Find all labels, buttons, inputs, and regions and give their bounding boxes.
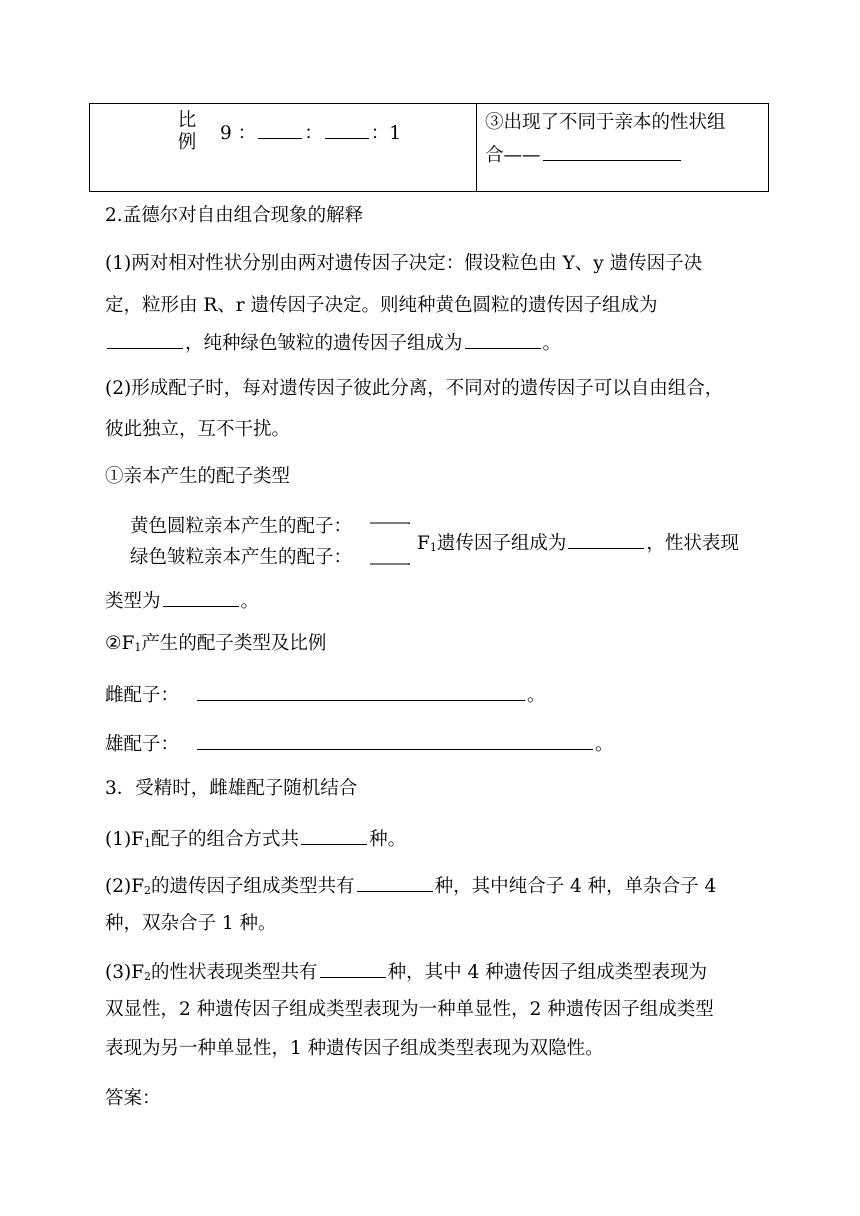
female-gamete-line (105, 682, 546, 708)
ratio-table (89, 103, 769, 192)
sub2-subscript: 1 (134, 641, 142, 654)
q3-line-2: 双显性，2 种遗传因子组成类型表现为一种单显性，2 种遗传因子组成类型 (105, 999, 714, 1020)
f1-letter: F (417, 533, 430, 554)
table-divider (476, 104, 477, 191)
q1-text: 配子的组合方式共 (151, 829, 300, 850)
table-right-cell (485, 106, 765, 172)
period: 。 (527, 685, 546, 706)
ratio-blank-1[interactable] (258, 120, 302, 139)
f1-phenotype-blank[interactable] (163, 588, 239, 607)
p1-line-1: (1)两对相对性状分别由两对遗传因子决定：假设粒色由 Y、y 遗传因子决 (105, 253, 703, 274)
q2-line-2: 种，双杂合子 1 种。 (105, 913, 277, 934)
parent-green-label: 绿色皱粒亲本产生的配子： (130, 547, 353, 568)
genotype-count-blank[interactable] (357, 873, 433, 892)
f1-genotype-line (417, 530, 739, 560)
combination-count-blank[interactable] (301, 826, 367, 845)
q1-end: 种。 (369, 829, 407, 850)
pure-yellow-genotype-blank[interactable] (107, 330, 183, 349)
ratio-label-char-2: 例 (177, 132, 197, 153)
section-2-heading: 2.孟德尔对自由组合现象的解释 (105, 205, 364, 226)
recombination-blank[interactable] (543, 142, 681, 161)
ratio-label-char-1: 比 (177, 110, 197, 131)
q2-rest: 种，其中纯合子 4 种，单杂合子 4 (434, 876, 717, 897)
ratio-blank-2[interactable] (325, 120, 369, 139)
period: 。 (542, 333, 562, 354)
colon: ： (304, 123, 323, 144)
q3-prefix: (3)F (105, 962, 145, 983)
p2-line-2: 彼此独立，互不干扰。 (105, 419, 291, 440)
male-label: 雄配子： (105, 734, 180, 755)
f1-subscript: 1 (429, 541, 437, 554)
q1-subscript: 1 (144, 837, 152, 850)
parent-green-line (130, 546, 352, 570)
ratio-label (175, 110, 199, 154)
right-cell-line-2: 合—— (485, 145, 541, 166)
ratio-value (220, 119, 401, 145)
p2-line-1: (2)形成配子时，每对遗传因子彼此分离，不同对的遗传因子可以自由组合， (105, 378, 724, 399)
f1-trait-text: ，性状表现 (646, 533, 739, 554)
ratio-first: 9 (220, 123, 232, 144)
sub-1-heading: ①亲本产生的配子类型 (105, 466, 291, 487)
q1-prefix: (1)F (105, 829, 145, 850)
colon: ： (370, 123, 390, 144)
male-gamete-line (105, 731, 614, 757)
q3-line-3: 表现为另一种单显性，1 种遗传因子组成类型表现为双隐性。 (105, 1038, 604, 1059)
phenotype-count-blank[interactable] (320, 959, 386, 978)
colon: ： (237, 123, 257, 144)
q3-rest: 种，其中 4 种遗传因子组成类型表现为 (387, 962, 708, 983)
right-cell-line-1: ③出现了不同于亲本的性状组 (485, 112, 726, 133)
gamete-brace (370, 514, 410, 566)
type-prefix: 类型为 (105, 591, 161, 612)
female-label: 雌配子： (105, 685, 180, 706)
type-line (105, 588, 259, 614)
parent-yellow-line (130, 515, 352, 539)
section-3-heading: 3．受精时，雌雄配子随机结合 (105, 778, 358, 799)
q3-subscript: 2 (144, 970, 152, 983)
sub2-prefix: ②F (105, 633, 135, 654)
answer-label: 答案： (105, 1088, 161, 1109)
q2-prefix: (2)F (105, 876, 145, 897)
period: 。 (240, 591, 260, 612)
q3-line-1 (105, 959, 707, 989)
q2-subscript: 2 (144, 884, 152, 897)
q2-line-1 (105, 873, 716, 903)
pure-green-genotype-blank[interactable] (465, 330, 541, 349)
q2-text: 的遗传因子组成类型共有 (151, 876, 355, 897)
q3-text: 的性状表现类型共有 (151, 962, 318, 983)
male-gamete-blank[interactable] (197, 731, 593, 750)
period: 。 (595, 734, 614, 755)
f1-text: 遗传因子组成为 (436, 533, 567, 554)
ratio-last: 1 (389, 123, 401, 144)
sub2-text: 产生的配子类型及比例 (141, 633, 327, 654)
parent-yellow-label: 黄色圆粒亲本产生的配子： (130, 516, 353, 537)
p1-line-2: 定，粒形由 R、r 遗传因子决定。则纯种黄色圆粒的遗传因子组成为 (105, 295, 658, 316)
q1-line (105, 826, 406, 856)
p1-line-3-text: ，纯种绿色皱粒的遗传因子组成为 (185, 333, 463, 354)
sub-2-heading (105, 632, 326, 660)
female-gamete-blank[interactable] (197, 682, 525, 701)
f1-genotype-blank[interactable] (568, 530, 644, 549)
p1-line-3 (105, 330, 561, 356)
